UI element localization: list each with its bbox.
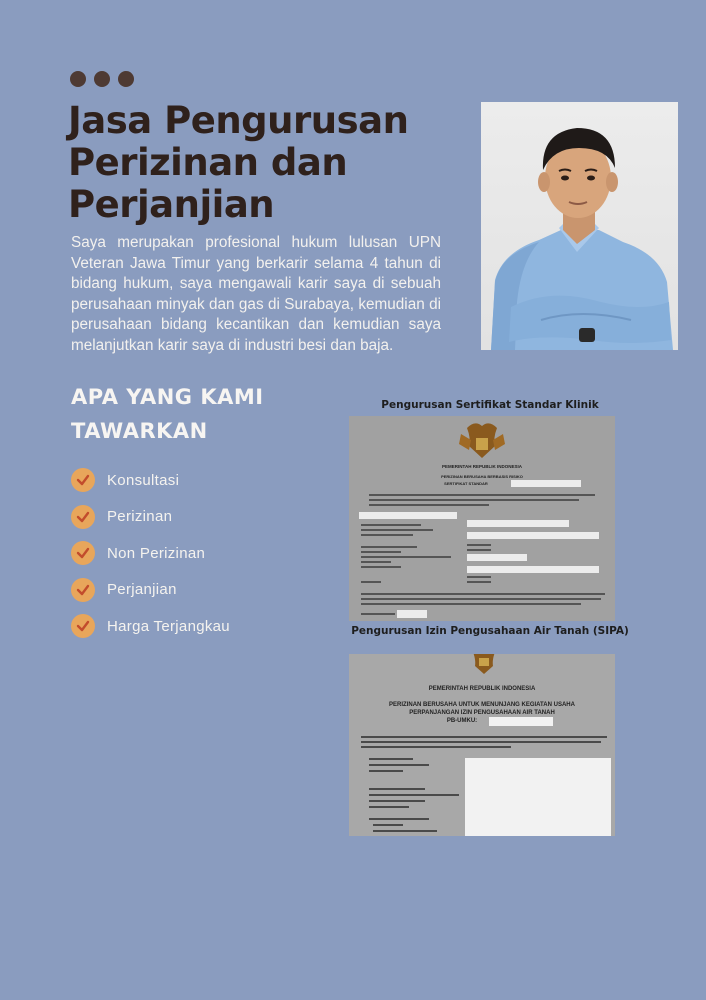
document-subheader: PB-UMKU: bbox=[446, 718, 478, 724]
document-subheader: PERPANJANGAN IZIN PENGUSAHAAN AIR TANAH bbox=[409, 710, 555, 716]
offers-heading: APA YANG KAMI TAWARKAN bbox=[71, 385, 264, 443]
document-caption: Pengurusan Izin Pengusahaan Air Tanah (SIPA) bbox=[351, 625, 629, 637]
garuda-emblem-icon bbox=[459, 423, 505, 458]
document-header: PEMERINTAH REPUBLIK INDONESIA bbox=[428, 686, 536, 692]
garuda-emblem-icon bbox=[473, 654, 495, 674]
document-header: PEMERINTAH REPUBLIK INDONESIA bbox=[442, 464, 522, 469]
offer-label: Konsultasi bbox=[107, 471, 180, 489]
intro-paragraph: Saya merupakan profesional hukum lulusan UPN Veteran Jawa Timur yang berkarir selama 4 tahun di bidang hukum, saya mengawali karir saya di sebuah perusahaan minyak dan gas di Surabaya, kemudian di perusahaan bidang kecantikan dan kemudian saya melanjutkan karir saya di industri besi dan baja. bbox=[71, 234, 441, 354]
redaction-box bbox=[489, 717, 553, 726]
certificate-document-image bbox=[349, 416, 615, 621]
decorative-dots bbox=[70, 71, 134, 87]
check-icon bbox=[71, 468, 95, 492]
document-caption: Pengurusan Sertifikat Standar Klinik bbox=[381, 399, 599, 411]
dot-icon bbox=[118, 71, 134, 87]
document-subheader: PERIZINAN BERUSAHA UNTUK MENUNJANG KEGIATAN USAHA bbox=[389, 702, 575, 708]
offer-label: Harga Terjangkau bbox=[107, 617, 230, 635]
check-icon bbox=[71, 505, 95, 529]
redaction-box bbox=[511, 480, 581, 487]
profile-photo bbox=[481, 102, 678, 350]
list-item bbox=[71, 608, 230, 645]
check-icon bbox=[71, 578, 95, 602]
list-item bbox=[71, 462, 230, 499]
offers-list bbox=[71, 462, 230, 645]
list-item bbox=[71, 572, 230, 609]
dot-icon bbox=[94, 71, 110, 87]
check-icon bbox=[71, 614, 95, 638]
offer-label: Non Perizinan bbox=[107, 544, 206, 562]
offer-label: Perizinan bbox=[107, 508, 173, 526]
list-item bbox=[71, 535, 230, 572]
check-icon bbox=[71, 541, 95, 565]
sipa-document-image bbox=[349, 654, 615, 836]
list-item bbox=[71, 499, 230, 536]
page-title: Jasa Pengurusan Perizinan dan Perjanjian bbox=[68, 99, 409, 226]
document-subheader: SERTIFIKAT STANDAR bbox=[444, 481, 488, 486]
document-subheader: PERIZINAN BERUSAHA BERBASIS RISIKO bbox=[441, 474, 523, 479]
offer-label: Perjanjian bbox=[107, 581, 177, 599]
dot-icon bbox=[70, 71, 86, 87]
